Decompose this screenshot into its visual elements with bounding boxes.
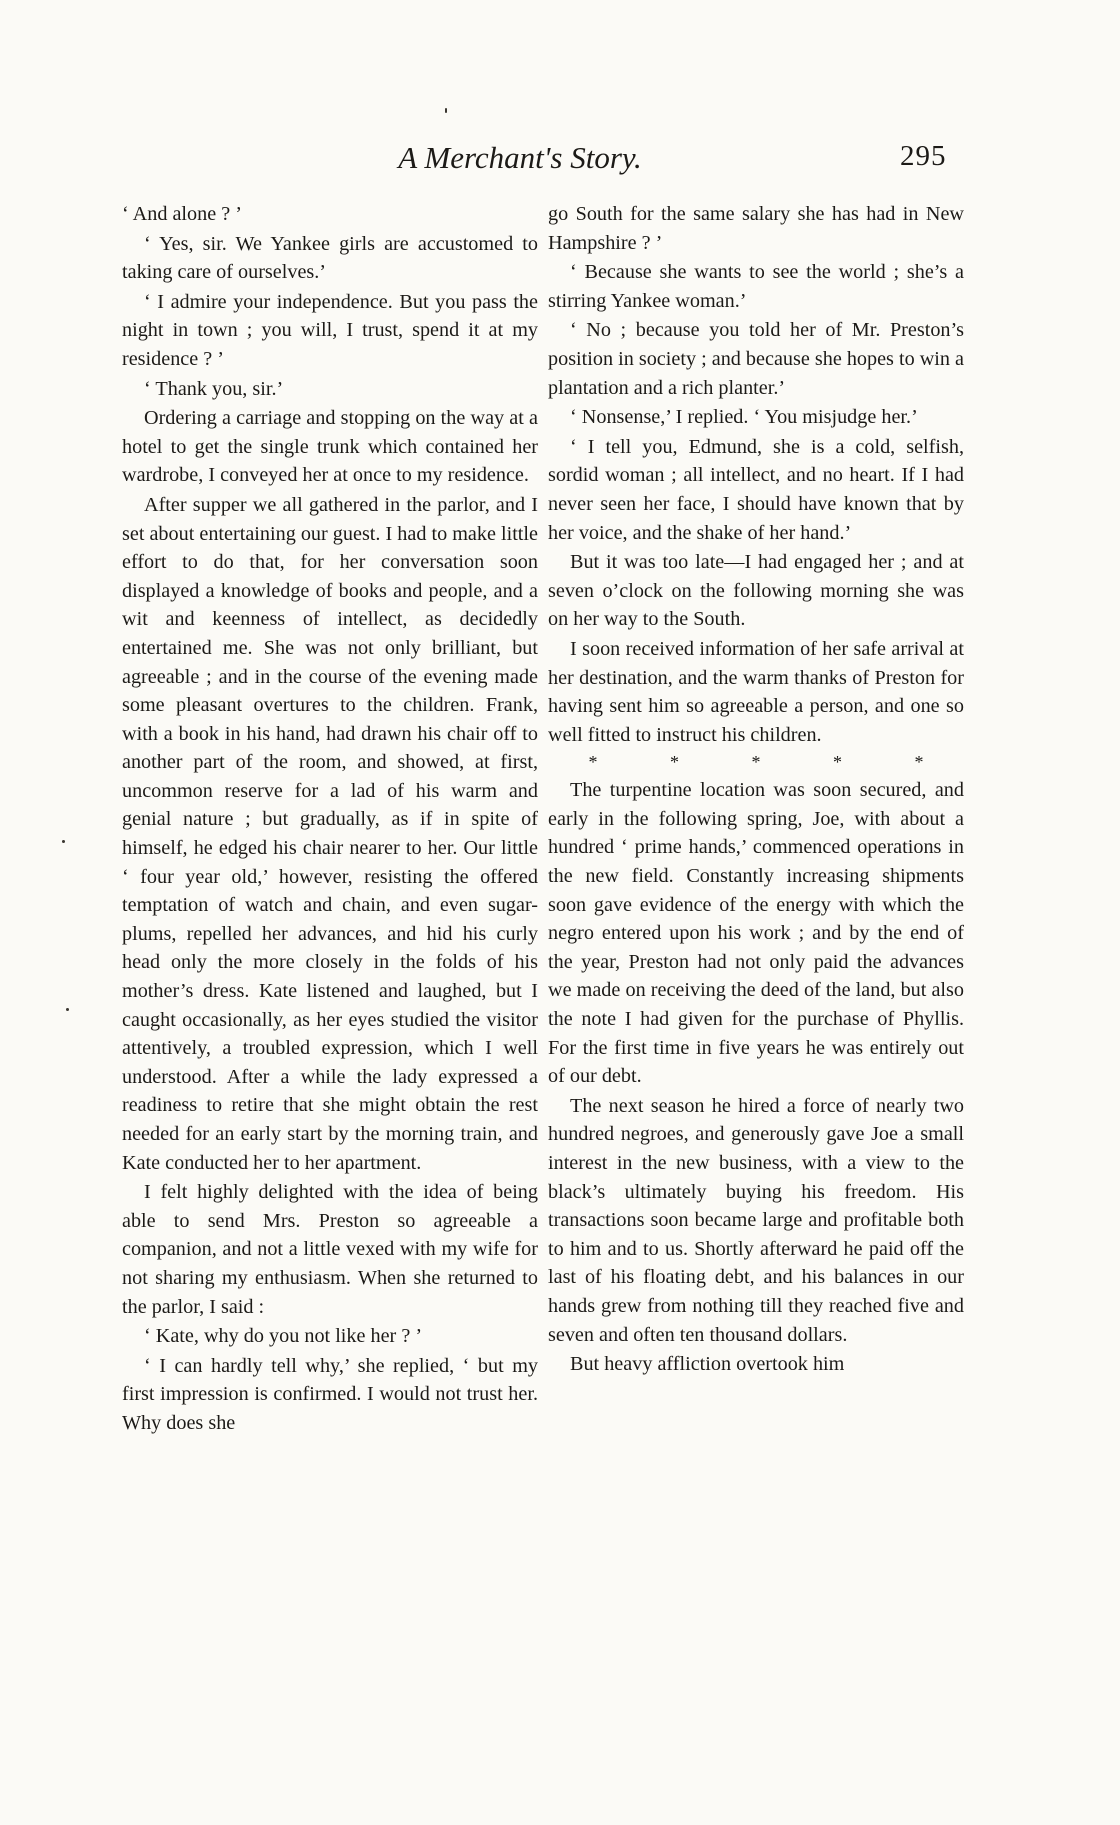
paragraph: I felt highly delighted with the idea of being able to send Mrs. Preston so agreeable a companion, and not a little vexed with my wife for not sharing my enthusiasm. When she returned to the parlor, I said :: [122, 1181, 538, 1318]
paragraph: Ordering a carriage and stopping on the way at a hotel to get the single trunk which contained her wardrobe, I conveyed her at once to my residence.: [122, 407, 538, 487]
paragraph: ‘ I can hardly tell why,’ she replied, ‘ but my first impression is confirmed. I would not trust her. Why does she: [122, 1354, 538, 1434]
paragraph: ‘ And alone ? ’: [122, 203, 242, 225]
margin-speck: [445, 108, 447, 113]
paragraph: ‘ Thank you, sir.’: [144, 377, 284, 400]
paragraph: I soon received information of her safe arrival at her destination, and the warm thanks of Preston for having sent him so agreeable a person, and one so well fitted to instruct his children.: [548, 637, 964, 746]
section-break: * * * * *: [588, 752, 958, 773]
paragraph: But heavy affliction overtook him: [570, 1353, 845, 1376]
paragraph: ‘ I admire your independence. But you pass the night in town ; you will, I trust, spend it at my residence ? ’: [122, 290, 538, 370]
running-title: A Merchant's Story.: [398, 140, 642, 175]
right-column: [548, 200, 964, 1380]
paragraph: ‘ I tell you, Edmund, she is a cold, selfish, sordid woman ; all intellect, and no heart. If I had never seen her face, I should have known that by her voice, and the shake of her hand.’: [548, 435, 964, 544]
paragraph: But it was too late—I had engaged her ; and at seven o’clock on the following morning she was on her way to the South.: [548, 551, 964, 631]
page-number: 295: [900, 140, 947, 172]
margin-speck: [66, 1008, 69, 1011]
paragraph: ‘ No ; because you told her of Mr. Preston’s position in society ; and because she hopes to win a plantation and a rich planter.’: [548, 319, 965, 399]
paragraph-continuation: go South for the same salary she has had in New Hampshire ? ’: [548, 203, 964, 254]
paragraph: The next season he hired a force of nearly two hundred negroes, and generously gave Joe a small interest in the new business, with a view to the black’s ultimately buying his freedom. His transactions soon became large and profitable both to him and to us. Shortly afterward he paid off the last of his floating debt, and his balances in our hands grew from nothing till they reached five and seven and often ten thousand dollars.: [548, 1094, 964, 1346]
paragraph: The turpentine location was soon secured, and early in the following spring, Joe, with about a hundred ‘ prime hands,’ commenced operations in the new field. Constantly increasing shipments soon gave evidence of the energy with which the negro entered upon his work ; and by the end of the year, Preston had not only paid the advances we made on receiving the deed of the land, but also the note I had given for the purchase of Phyllis. For the first time in five years he was entirely out of our debt.: [548, 779, 964, 1088]
paragraph: ‘ Because she wants to see the world ; she’s a stirring Yankee woman.’: [548, 261, 964, 312]
margin-speck: [62, 840, 65, 843]
paragraph: ‘ Kate, why do you not like her ? ’: [144, 1325, 423, 1348]
page-header: [0, 140, 1120, 180]
paragraph: ‘ Yes, sir. We Yankee girls are accustomed to taking care of ourselves.’: [122, 232, 538, 284]
paragraph: ‘ Nonsense,’ I replied. ‘ You misjudge her.’: [570, 406, 918, 429]
left-column: [122, 200, 538, 1439]
paragraph: After supper we all gathered in the parlor, and I set about entertaining our guest. I had to make little effort to do that, for her conversation soon displayed a knowledge of books and people, and a wit and keenness of intellect, as decidedly entertained me. She was not only brilliant, but agreeable ; and in the course of the evening made some pleasant overtures to the children. Frank, with a book in his hand, had drawn his chair off to another part of the room, and showed, at first, uncommon reserve for a lad of his warm and genial nature ; but gradually, as if in spite of himself, he edged his chair nearer to her. Our little ‘ four year old,’ however, resisting the offered temptation of watch and chain, and even sugar-plums, repelled her advances, and hid his curly head only the more closely in the folds of his mother’s dress. Kate listened and laughed, but I caught occasionally, as her eyes studied the visitor attentively, a troubled expression, which I well understood. After a while the lady expressed a readiness to retire that she might obtain the rest needed for an early start by the morning train, and Kate conducted her to her apartment.: [122, 493, 538, 1174]
